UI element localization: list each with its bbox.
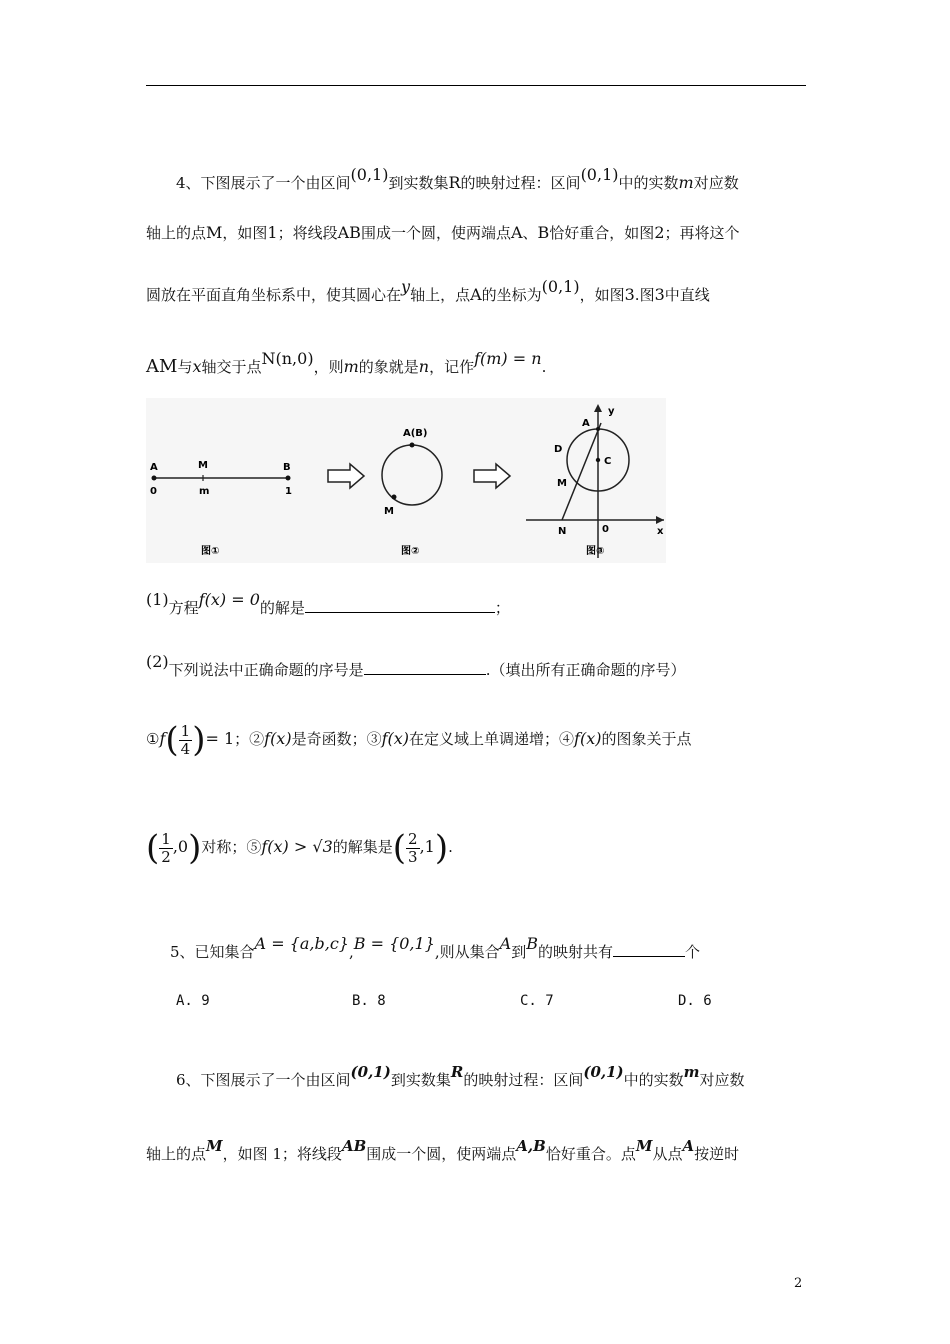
q5-choice-d: D. 6	[678, 993, 712, 1009]
fig3-label-y: y	[608, 406, 615, 417]
fig2-caption: 图②	[401, 546, 420, 557]
fig1-label-b: B	[283, 462, 291, 473]
q6-line-1: 6、下图展示了一个由区间(0,1)到实数集R的映射过程：区间(0,1)中的实数m对应数	[176, 1063, 745, 1089]
q5-stem: 5、已知集合A = {a,b,c},B = {0,1},则从集合A到B的映射共有 个	[170, 934, 701, 961]
answer-blank-2	[364, 660, 486, 675]
q4-sub-2: (2)下列说法中正确命题的序号是 .（填出所有正确命题的序号）	[146, 652, 686, 679]
fig3-caption: 图③	[586, 546, 605, 557]
frac-one-quarter: $\frac{1}{4}$	[180, 721, 191, 758]
q6-line-2: 轴上的点M，如图 1；将线段AB围成一个圆，使两端点A,B恰好重合。点M从点A按逆时	[146, 1137, 740, 1163]
q4-options-1: ①f( $\frac{1}{4}$ )= 1；②f(x)是奇函数；③f(x)在定义域上单调递增；④f(x)的图象关于点	[146, 720, 692, 760]
q4-line-3: 圆放在平面直角坐标系中，使其圆心在y轴上，点A的坐标为(0,1)，如图3.图3中直线	[146, 277, 710, 304]
fig3-label-o: 0	[602, 524, 609, 535]
fig3-label-a: A	[582, 418, 590, 429]
fig2-label-m: M	[384, 506, 394, 517]
fig1-caption: 图①	[201, 546, 220, 557]
page-number: 2	[794, 1276, 803, 1291]
fig1-tick-1: 1	[285, 486, 292, 497]
fig3-label-n: N	[558, 526, 567, 537]
fig3-label-m: M	[557, 478, 567, 489]
fig1-tick-m: m	[199, 486, 210, 497]
mapping-figure	[146, 398, 666, 563]
answer-blank-3	[613, 942, 685, 957]
q5-choice-a: A. 9	[176, 993, 210, 1009]
q5-choice-c: C. 7	[520, 993, 554, 1009]
q4-line-2: 轴上的点M，如图1；将线段AB围成一个圆，使两端点A、B恰好重合，如图2；再将这个	[146, 223, 740, 242]
fig1-label-m: M	[198, 460, 208, 471]
fig3-label-c: C	[604, 456, 612, 467]
q5-choice-b: B. 8	[352, 993, 386, 1009]
q4-sub-1: (1)方程f(x) = 0的解是 ；	[146, 590, 510, 617]
fig3-label-x: x	[657, 526, 664, 537]
frac-two-thirds: $\frac{2}{3}$	[408, 829, 418, 866]
fig2-label-ab: A(B)	[403, 428, 428, 439]
fig1-label-a: A	[150, 462, 158, 473]
q4-options-2: ( $\frac{1}{2}$ ,0)对称；⑤f(x) > √3的解集是( $\frac{2}{3}$ ,1).	[146, 828, 453, 868]
fig3-label-d: D	[554, 444, 563, 455]
q4-line-4: AM与x轴交于点N(n,0)，则m的象就是n，记作f(m) = n.	[146, 349, 547, 377]
header-rule	[146, 85, 806, 86]
answer-blank-1	[305, 598, 495, 613]
q4-line-1: 4、下图展示了一个由区间(0,1)到实数集R的映射过程：区间(0,1)中的实数m对应数	[176, 165, 739, 192]
frac-one-half: $\frac{1}{2}$	[161, 829, 171, 866]
fig1-tick-0: 0	[150, 486, 157, 497]
